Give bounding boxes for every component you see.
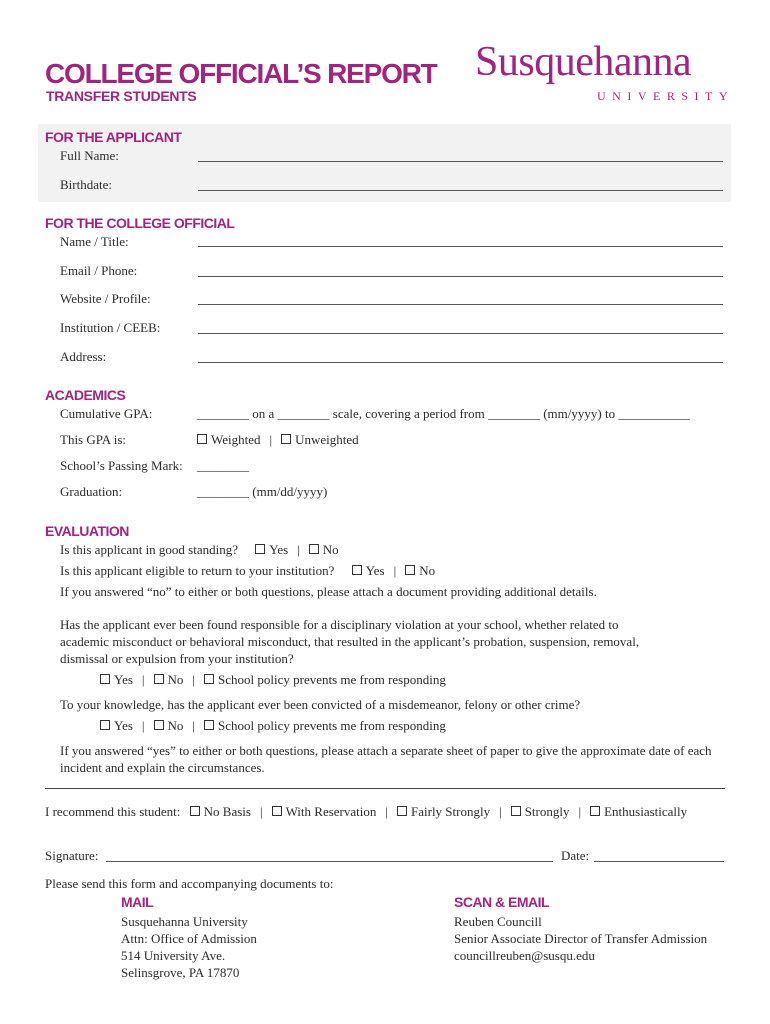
conviction-options: [100, 718, 446, 734]
gpa-label: Cumulative GPA:: [60, 406, 153, 421]
institution-label: Institution / CEEB:: [60, 320, 161, 335]
gpa-type-label: This GPA is:: [60, 432, 126, 447]
conviction-yes-checkbox[interactable]: [100, 720, 110, 730]
section-divider: [45, 788, 725, 789]
page-title: COLLEGE OFFICIAL’S REPORT: [45, 58, 437, 89]
no-label: No: [167, 672, 184, 687]
contact-email[interactable]: councillreuben@susqu.edu: [454, 948, 595, 963]
yes-answer-note: If you answered “yes” to either or both questions, please attach a separate sheet of paper to give the approximate date of each incident and explain the circumstances.: [60, 743, 712, 775]
unweighted-checkbox[interactable]: [281, 434, 291, 444]
separator: |: [141, 718, 145, 733]
yes-label: Yes: [365, 563, 385, 578]
separator: |: [192, 718, 196, 733]
eligible-no-checkbox[interactable]: [405, 565, 415, 575]
no-label: No: [419, 563, 436, 578]
birthdate-field[interactable]: [198, 190, 723, 191]
good-standing-text: Is this applicant in good standing?: [60, 542, 239, 557]
good-standing-yes-checkbox[interactable]: [255, 544, 265, 554]
separator: |: [393, 563, 397, 578]
fairly-strongly-checkbox[interactable]: [397, 806, 407, 816]
mail-line: 514 University Ave.: [121, 948, 226, 963]
email-phone-label: Email / Phone:: [60, 263, 138, 278]
contact-name: Reuben Councill: [454, 914, 542, 929]
send-instructions: Please send this form and accompanying documents to:: [45, 876, 334, 891]
good-standing-question: [60, 542, 339, 558]
no-label: No: [167, 718, 184, 733]
separator: |: [192, 672, 196, 687]
disciplinary-yes-checkbox[interactable]: [100, 674, 110, 684]
email-phone-field[interactable]: [198, 276, 723, 277]
website-field[interactable]: [198, 304, 723, 305]
graduation-field[interactable]: ________ (mm/dd/yyyy): [197, 484, 328, 499]
strongly-checkbox[interactable]: [511, 806, 521, 816]
recommend-label: I recommend this student:: [45, 804, 181, 819]
eligible-return-question: [60, 563, 435, 579]
eligible-yes-checkbox[interactable]: [352, 565, 362, 575]
conviction-no-checkbox[interactable]: [154, 720, 164, 730]
strongly-label: Strongly: [524, 804, 570, 819]
scan-email-contact: [454, 913, 707, 964]
yes-label: Yes: [114, 718, 133, 733]
address-label: Address:: [60, 349, 107, 364]
logo-university: UNIVERSITY: [597, 89, 734, 103]
scan-email-heading: SCAN & EMAIL: [454, 894, 550, 910]
graduation-label: Graduation:: [60, 484, 123, 499]
separator: |: [269, 432, 273, 447]
logo-wordmark: Susquehanna: [475, 39, 692, 85]
mail-address: [121, 913, 257, 981]
unweighted-label: Unweighted: [295, 432, 359, 447]
separator: |: [259, 804, 263, 819]
page-subtitle: TRANSFER STUDENTS: [46, 88, 197, 104]
applicant-heading: FOR THE APPLICANT: [45, 129, 182, 145]
separator: |: [499, 804, 502, 819]
website-label: Website / Profile:: [60, 291, 151, 306]
disciplinary-no-checkbox[interactable]: [154, 674, 164, 684]
mail-line: Susquehanna University: [121, 914, 248, 929]
conviction-question: To your knowledge, has the applicant ever been convicted of a misdemeanor, felony or other crime?: [60, 697, 581, 712]
signature-label: Signature:: [45, 848, 99, 863]
policy-label: School policy prevents me from responding: [218, 718, 446, 733]
yes-label: Yes: [114, 672, 133, 687]
susquehanna-logo: [475, 38, 734, 108]
date-label: Date:: [561, 848, 590, 863]
fairly-strongly-label: Fairly Strongly: [411, 804, 491, 819]
institution-field[interactable]: [198, 333, 723, 334]
signature-field[interactable]: [106, 861, 553, 862]
academics-heading: ACADEMICS: [45, 387, 126, 403]
eligible-return-text: Is this applicant eligible to return to your institution?: [60, 563, 335, 578]
enthusiastically-checkbox[interactable]: [590, 806, 600, 816]
no-basis-checkbox[interactable]: [190, 806, 200, 816]
no-answer-note: If you answered “no” to either or both questions, please attach a document providing additional details.: [60, 584, 597, 599]
birthdate-label: Birthdate:: [60, 177, 112, 192]
disciplinary-question: Has the applicant ever been found responsible for a disciplinary violation at your school, whether related to academic misconduct or behavioral misconduct, that resulted in the applicant’s probation, suspension, removal, dismissal or expulsion from your institution?: [60, 617, 640, 666]
separator: |: [578, 804, 582, 819]
with-reservation-checkbox[interactable]: [272, 806, 282, 816]
weighted-checkbox[interactable]: [197, 434, 207, 444]
full-name-field[interactable]: [198, 161, 723, 162]
good-standing-no-checkbox[interactable]: [309, 544, 319, 554]
no-basis-label: No Basis: [203, 804, 251, 819]
with-reservation-label: With Reservation: [285, 804, 377, 819]
no-label: No: [322, 542, 339, 557]
recommendation-row: [45, 804, 687, 820]
separator: |: [297, 542, 300, 557]
enthusiastically-label: Enthusiastically: [604, 804, 688, 819]
contact-title: Senior Associate Director of Transfer Admission: [454, 931, 708, 946]
mail-heading: MAIL: [121, 894, 154, 910]
separator: |: [385, 804, 388, 819]
weighted-label: Weighted: [211, 432, 261, 447]
separator: |: [141, 672, 145, 687]
address-field[interactable]: [198, 362, 723, 363]
gpa-fill-line[interactable]: ________ on a ________ scale, covering a period from ________ (mm/yyyy) to ___________: [197, 406, 690, 421]
evaluation-heading: EVALUATION: [45, 523, 129, 539]
passing-mark-label: School’s Passing Mark:: [60, 458, 183, 473]
policy-label: School policy prevents me from responding: [218, 672, 446, 687]
conviction-policy-checkbox[interactable]: [204, 720, 214, 730]
disciplinary-policy-checkbox[interactable]: [204, 674, 214, 684]
mail-line: Attn: Office of Admission: [121, 931, 257, 946]
yes-label: Yes: [269, 542, 289, 557]
name-title-field[interactable]: [198, 246, 723, 247]
gpa-type-options: [197, 432, 359, 448]
passing-mark-field[interactable]: ________: [197, 458, 249, 473]
name-title-label: Name / Title:: [60, 234, 129, 249]
mail-line: Selinsgrove, PA 17870: [121, 965, 240, 980]
date-field[interactable]: [594, 861, 724, 862]
official-heading: FOR THE COLLEGE OFFICIAL: [45, 215, 235, 231]
full-name-label: Full Name:: [60, 148, 119, 163]
disciplinary-options: [100, 672, 446, 688]
